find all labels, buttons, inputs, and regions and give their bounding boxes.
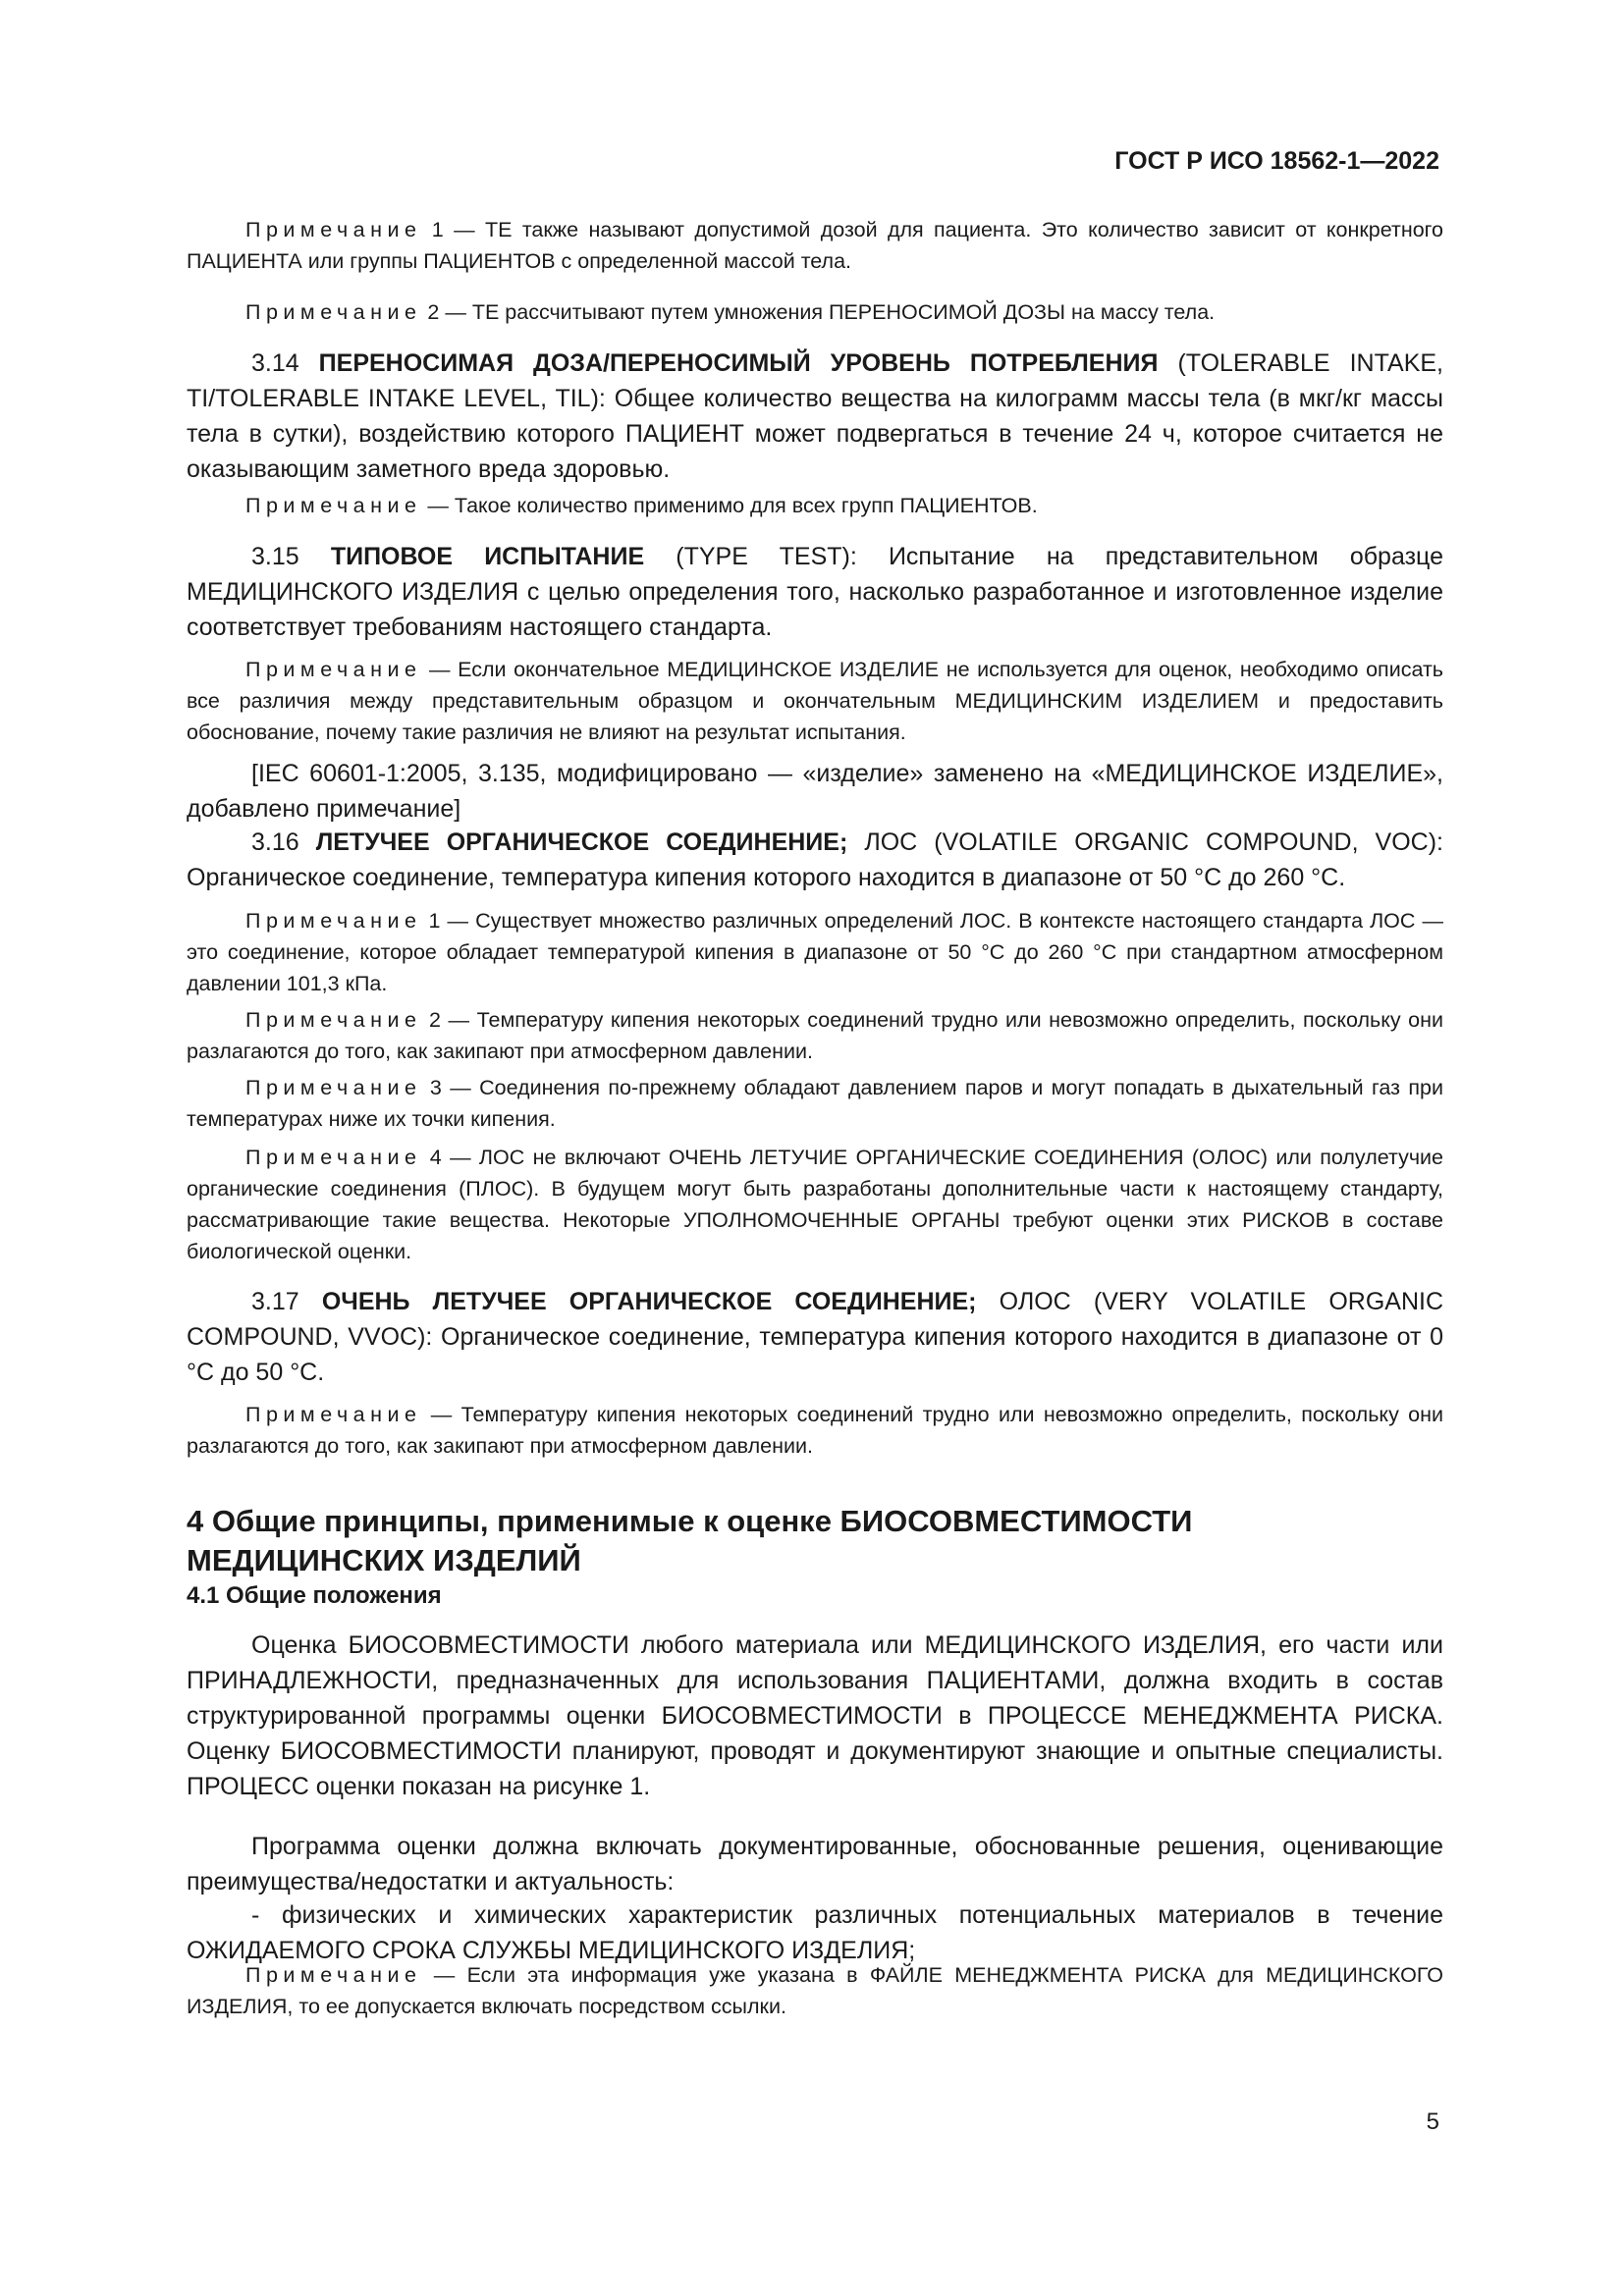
note	[187, 1959, 1443, 2022]
note-text: — Такое количество применимо для всех групп ПАЦИЕНТОВ.	[421, 494, 1038, 517]
note-label: Примечание	[245, 1146, 422, 1169]
note	[187, 214, 1443, 277]
note	[187, 490, 1443, 521]
note-text: 3 — Соединения по-прежнему обладают давлением паров и могут попадать в дыхательный газ при температурах ниже их точки кипения.	[187, 1076, 1443, 1131]
paragraph-text: [IEC 60601-1:2005, 3.135, модифицировано — «изделие» заменено на «МЕДИЦИНСКОЕ ИЗДЕЛИЕ», добавлено примечание]	[187, 760, 1443, 823]
term-definition	[187, 539, 1443, 645]
page-number: 5	[1426, 2109, 1439, 2135]
note	[187, 1004, 1443, 1067]
note-label: Примечание	[245, 1076, 422, 1099]
paragraph-text: - физических и химических характеристик различных потенциальных материалов в течение ОЖИДАЕМОГО СРОКА СЛУЖБЫ МЕДИЦИНСКОГО ИЗДЕЛИЯ;	[187, 1901, 1443, 1964]
term-number: 3.17	[251, 1288, 322, 1315]
note	[187, 654, 1443, 748]
subsection-heading	[187, 1582, 1443, 1610]
term-number: 3.15	[251, 543, 331, 570]
paragraph	[187, 1628, 1443, 1804]
document-id-header: ГОСТ Р ИСО 18562-1—2022	[1114, 147, 1439, 175]
term-text: ЛОС (VOLATILE ORGANIC COMPOUND, VOC): Органическое соединение, температура кипения которого находится в диапазоне от 50 °С до 260 °С.	[187, 828, 1443, 891]
note	[187, 1142, 1443, 1267]
term-text: (TYPE TEST): Испытание на представительном образце МЕДИЦИНСКОГО ИЗДЕЛИЯ с целью определения того, насколько разработанное и изготовленное изделие соответствует требованиям настоящего стандарта.	[187, 543, 1443, 641]
note	[187, 296, 1443, 328]
note-text: 1 — ТЕ также называют допустимой дозой для пациента. Это количество зависит от конкретного ПАЦИЕНТА или группы ПАЦИЕНТОВ с определенной массой тела.	[187, 218, 1443, 273]
term-number: 3.14	[251, 349, 319, 377]
note-text: — Если эта информация уже указана в ФАЙЛЕ МЕНЕДЖМЕНТА РИСКА для МЕДИЦИНСКОГО ИЗДЕЛИЯ, то ее допускается включать посредством ссылки.	[187, 1963, 1443, 2018]
note	[187, 1072, 1443, 1135]
note-text: 2 — ТЕ рассчитывают путем умножения ПЕРЕНОСИМОЙ ДОЗЫ на массу тела.	[421, 300, 1216, 324]
term-title: ТИПОВОЕ ИСПЫТАНИЕ	[330, 543, 645, 570]
note-label: Примечание	[245, 1008, 422, 1032]
term-title: ОЧЕНЬ ЛЕТУЧЕЕ ОРГАНИЧЕСКОЕ СОЕДИНЕНИЕ;	[321, 1288, 977, 1315]
note-label: Примечание	[245, 1403, 422, 1426]
term-definition	[187, 1284, 1443, 1390]
term-definition	[187, 346, 1443, 487]
paragraph	[187, 1829, 1443, 1899]
note-label: Примечание	[245, 658, 422, 681]
note-label: Примечание	[245, 909, 422, 933]
note	[187, 905, 1443, 999]
term-definition	[187, 825, 1443, 895]
note-text: 2 — Температуру кипения некоторых соединений трудно или невозможно определить, поскольку они разлагаются до того, как закипают при атмосферном давлении.	[187, 1008, 1443, 1063]
section-heading-text: 4 Общие принципы, применимые к оценке БИОСОВМЕСТИМОСТИ МЕДИЦИНСКИХ ИЗДЕЛИЙ	[187, 1504, 1193, 1577]
term-title: ЛЕТУЧЕЕ ОРГАНИЧЕСКОЕ СОЕДИНЕНИЕ;	[315, 828, 848, 856]
term-title: ПЕРЕНОСИМАЯ ДОЗА/ПЕРЕНОСИМЫЙ УРОВЕНЬ ПОТРЕБЛЕНИЯ	[318, 349, 1159, 377]
paragraph-text: Оценка БИОСОВМЕСТИМОСТИ любого материала или МЕДИЦИНСКОГО ИЗДЕЛИЯ, его части или ПРИНАДЛЕЖНОСТИ, предназначенных для использования ПАЦИЕНТАМИ, должна входить в состав структурированной программы оценки БИОСОВМЕСТИМОСТИ в ПРОЦЕССЕ МЕНЕДЖМЕНТА РИСКА. Оценку БИОСОВМЕСТИМОСТИ планируют, проводят и документируют знающие и опытные специалисты. ПРОЦЕСС оценки показан на рисунке 1.	[187, 1631, 1443, 1800]
paragraph-text: Программа оценки должна включать документированные, обоснованные решения, оценивающие преимущества/недостатки и актуальность:	[187, 1833, 1443, 1896]
term-number: 3.16	[251, 828, 316, 856]
note-text: 1 — Существует множество различных определений ЛОС. В контексте настоящего стандарта ЛОС — это соединение, которое обладает температурой кипения в диапазоне от 50 °С до 260 °С при стандартном атмосферном давлении 101,3 кПа.	[187, 909, 1443, 995]
paragraph	[187, 1897, 1443, 1968]
term-text: (TOLERABLE INTAKE, TI/TOLERABLE INTAKE LEVEL, TIL): Общее количество вещества на килограмм массы тела (в мкг/кг массы тела в сутки), воздействию которого ПАЦИЕНТ может подвергаться в течение 24 ч, которое считается не оказывающим заметного вреда здоровью.	[187, 349, 1444, 483]
note-label: Примечание	[245, 494, 422, 517]
note-text: — Температуру кипения некоторых соединений трудно или невозможно определить, поскольку они разлагаются до того, как закипают при атмосферном давлении.	[187, 1403, 1443, 1458]
note-text: — Если окончательное МЕДИЦИНСКОЕ ИЗДЕЛИЕ не используется для оценок, необходимо описать все различия между представительным образцом и окончательным МЕДИЦИНСКИМ ИЗДЕЛИЕМ и предоставить обоснование, почему такие различия не влияют на результат испытания.	[187, 658, 1443, 744]
section-heading	[187, 1502, 1443, 1580]
paragraph	[187, 756, 1443, 827]
note-text: 4 — ЛОС не включают ОЧЕНЬ ЛЕТУЧИЕ ОРГАНИЧЕСКИЕ СОЕДИНЕНИЯ (ОЛОС) или полулетучие органические соединения (ПЛОС). В будущем могут быть разработаны дополнительные части к настоящему стандарту, рассматривающие такие вещества. Некоторые УПОЛНОМОЧЕННЫЕ ОРГАНЫ требуют оценки этих РИСКОВ в составе биологической оценки.	[187, 1146, 1443, 1263]
note-label: Примечание	[245, 1963, 422, 1987]
term-text: ОЛОС (VERY VOLATILE ORGANIC COMPOUND, VVOC): Органическое соединение, температура кипения которого находится в диапазоне от 0 °С до 50 °С.	[187, 1288, 1443, 1386]
note-label: Примечание	[245, 218, 422, 241]
note-label: Примечание	[245, 300, 422, 324]
subsection-heading-text: 4.1 Общие положения	[187, 1582, 442, 1609]
note	[187, 1399, 1443, 1462]
